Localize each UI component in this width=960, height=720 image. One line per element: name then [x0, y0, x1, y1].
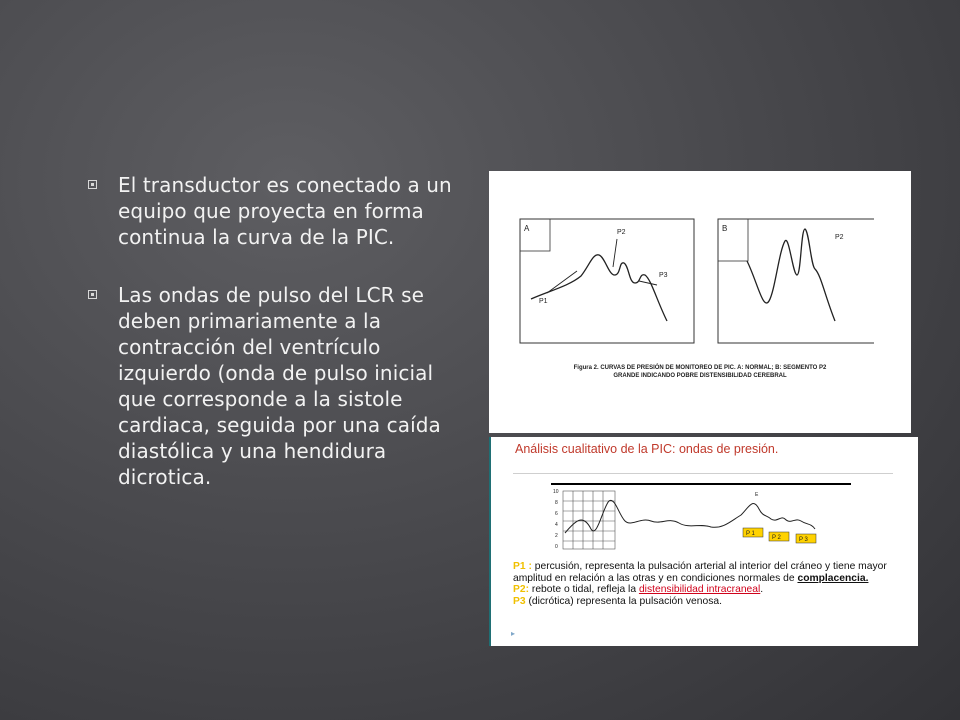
label-e: E	[755, 492, 759, 498]
square-bullet-icon	[88, 290, 97, 299]
figure-caption-line1: Figura 2. CURVAS DE PRESIÓN DE MONITOREO DE PIC. A: NORMAL; B: SEGMENTO P2	[573, 365, 827, 371]
pic-analysis-figure	[489, 437, 918, 646]
next-arrow-icon[interactable]: ▸	[511, 629, 516, 638]
label-p3: P3	[659, 272, 668, 279]
pic-curves-drawing	[489, 171, 911, 433]
y-tick: 10	[553, 489, 559, 495]
p2-marker-label: P 2	[772, 535, 781, 541]
p2-arrow	[613, 239, 617, 267]
bullet-list	[88, 172, 460, 490]
label-p1: P1	[539, 298, 548, 305]
bullet-item	[88, 282, 460, 490]
analysis-title: Análisis cualitativo de la PIC: ondas de presión.	[515, 442, 779, 456]
chart-grid	[563, 491, 615, 549]
y-tick: 0	[555, 544, 558, 550]
y-tick: 8	[555, 500, 558, 506]
p1-marker-label: P 1	[746, 531, 755, 537]
bullet-item	[88, 172, 460, 250]
label-p2-b: P2	[835, 234, 844, 241]
wave-description	[513, 561, 913, 607]
p3-marker-label: P 3	[799, 537, 808, 543]
label-p2: P2	[617, 229, 626, 236]
title-divider	[513, 473, 893, 474]
y-tick: 2	[555, 533, 558, 539]
p1-description: P1 : percusión, representa la pulsación arterial al interior del cráneo y tiene mayor amplitud en relación a las otras y en condiciones normales de complacencia.	[513, 561, 887, 584]
square-bullet-icon	[88, 180, 97, 189]
pic-curves-figure	[489, 171, 911, 433]
figure-caption-line2: GRANDE INDICANDO POBRE DISTENSIBILIDAD CEREBRAL	[613, 373, 787, 379]
bullet-text: Las ondas de pulso del LCR se deben primariamente a la contracción del ventrículo izquierdo (onda de pulso inicial que corresponde a la sistole cardiaca, seguida por una caída diastólica y una hendidura dicrotica.	[118, 283, 441, 489]
p2-description: P2: rebote o tidal, refleja la distensibilidad intracraneal.	[513, 584, 764, 595]
panel-a-label: A	[524, 224, 530, 233]
p3-description: P3 (dicrótica) representa la pulsación venosa.	[513, 595, 722, 607]
y-tick: 6	[555, 511, 558, 517]
pressure-wave-chart	[491, 477, 918, 567]
pressure-wave	[565, 500, 815, 533]
p3-arrow	[639, 281, 657, 285]
bullet-text: El transductor es conectado a un equipo que proyecta en forma continua la curva de la PIC.	[118, 173, 452, 249]
y-tick: 4	[555, 522, 558, 528]
panel-a-wave	[531, 255, 667, 321]
panel-b-wave	[747, 229, 835, 321]
panel-b-label: B	[722, 224, 728, 233]
panel-b-frame	[718, 219, 874, 343]
panel-a-frame	[520, 219, 694, 343]
